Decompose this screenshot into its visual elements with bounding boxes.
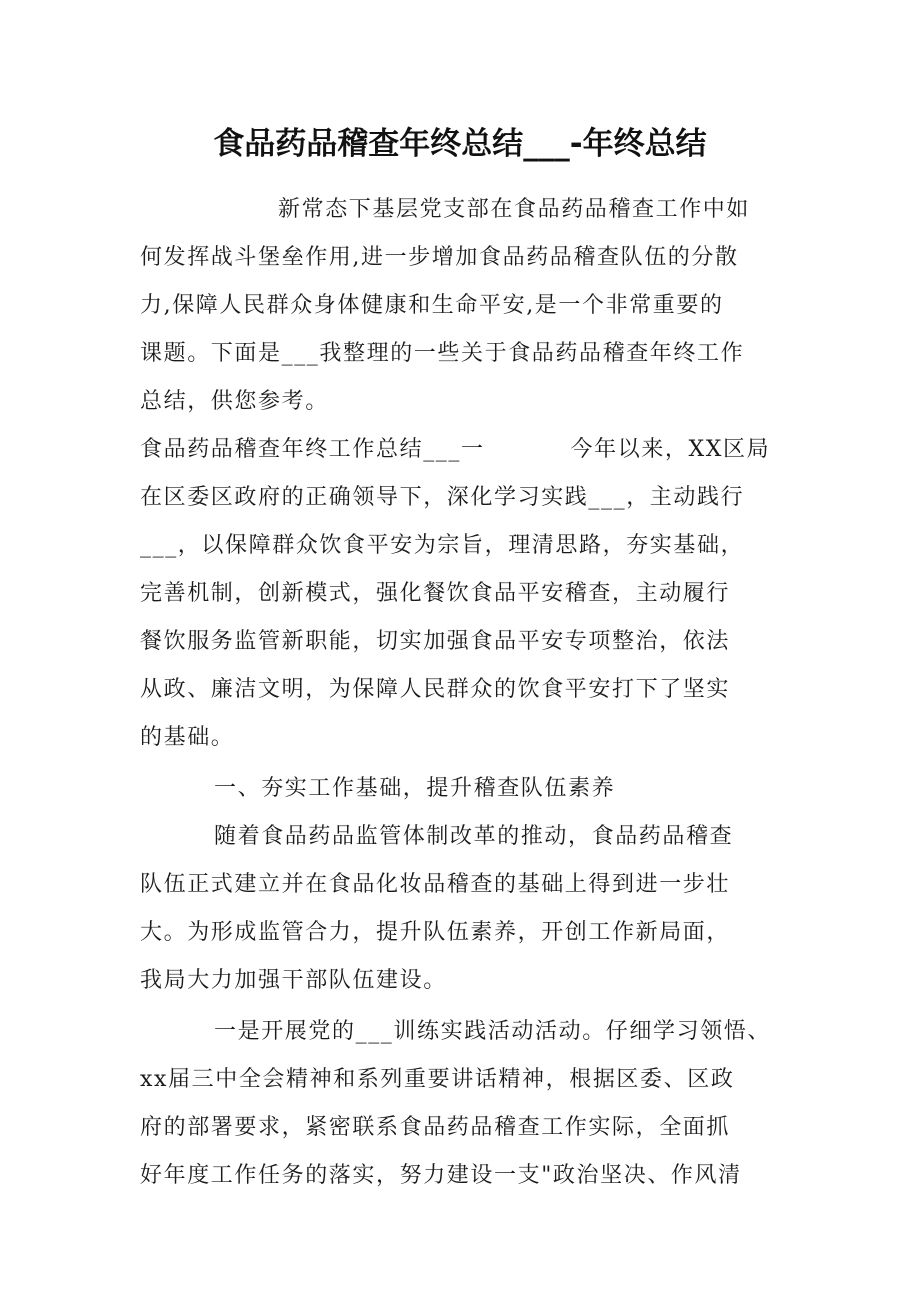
text-line: 在区委区政府的正确领导下，深化学习实践___，主动践行: [140, 485, 745, 510]
text-line: 课题。下面是___我整理的一些关于食品药品稽查年终工作: [140, 341, 745, 366]
text-line: 随着食品药品监管体制改革的推动，食品药品稽查: [214, 824, 734, 849]
text-line: 从政、廉洁文明，为保障人民群众的饮食平安打下了坚实: [140, 677, 731, 702]
text-line: 何发挥战斗堡垒作用,进一步增加食品药品稽查队伍的分散: [140, 245, 739, 270]
text-line: 总结，供您参考。: [140, 389, 329, 414]
text-line: 的基础。: [140, 725, 235, 750]
section-heading: 一、夯实工作基础，提升稽查队伍素养: [214, 776, 616, 801]
text-line: ___，以保障群众饮食平安为宗旨，理清思路，夯实基础，: [140, 533, 745, 558]
text-line: 食品药品稽查年终工作总结___一 今年以来，XX区局: [140, 437, 771, 462]
text-line: 好年度工作任务的落实，努力建设一支"政治坚决、作风清: [140, 1163, 742, 1188]
text-line: 我局大力加强干部队伍建设。: [140, 968, 447, 993]
text-line: 大。为形成监管合力，提升队伍素养，开创工作新局面，: [140, 920, 731, 945]
text-line: 完善机制，创新模式，强化餐饮食品平安稽查，主动履行: [140, 581, 731, 606]
document-title: 食品药品稽查年终总结___-年终总结: [213, 126, 707, 162]
text-line: 餐饮服务监管新职能，切实加强食品平安专项整治，依法: [140, 629, 731, 654]
text-line: 新常态下基层党支部在食品药品稽查工作中如: [278, 197, 751, 222]
text-line: xx届三中全会精神和系列重要讲话精神，根据区委、区政: [140, 1067, 735, 1092]
text-line: 一是开展党的___训练实践活动活动。仔细学习领悟、: [214, 1019, 772, 1044]
text-line: 力,保障人民群众身体健康和生命平安,是一个非常重要的: [140, 293, 724, 318]
text-line: 府的部署要求，紧密联系食品药品稽查工作实际，全面抓: [140, 1115, 731, 1140]
text-line: 队伍正式建立并在食品化妆品稽查的基础上得到进一步壮: [140, 872, 731, 897]
